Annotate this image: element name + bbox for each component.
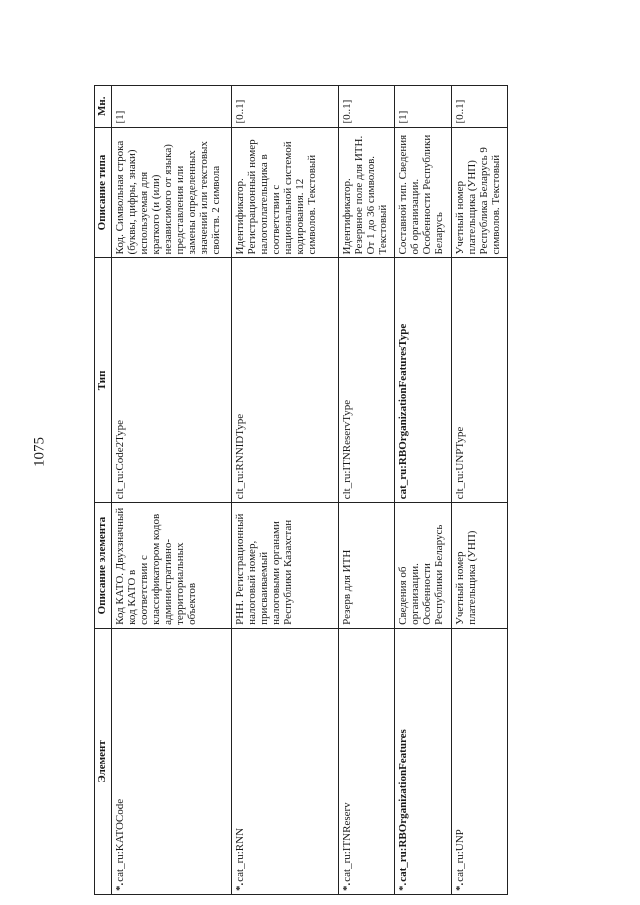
rotation-wrapper: [94, 85, 508, 895]
cell-element-desc: Резерв для ИТН: [339, 503, 395, 629]
cell-mn: [1]: [395, 86, 451, 128]
cell-element-desc: Сведения об организации. Особенности Республики Беларусь: [395, 503, 451, 629]
row-marker: *.: [453, 882, 466, 891]
cell-element: [451, 628, 507, 894]
cell-type-desc: Идентификатор. Регистрационный номер налогоплательщика в соответствии с национальной системой кодирования. 12 символов. Текстовый: [231, 127, 338, 258]
cell-type: clt_ru:ITNReservType: [339, 258, 395, 503]
cell-element: [112, 628, 232, 894]
element-name: cat_ru:KATOCode: [114, 798, 126, 882]
cell-element-desc: Код КАТО. Двухзначный код КАТО в соответствии с классификатором кодов административно-территориальных объектов: [112, 503, 232, 629]
element-name: cat_ru:UNP: [453, 829, 466, 882]
cell-element: [395, 628, 451, 894]
table-row: [339, 86, 395, 895]
header-type: Тип: [95, 258, 112, 503]
cell-element: [231, 628, 338, 894]
cell-mn: [0..1]: [451, 86, 507, 128]
rotated-table-sheet: [94, 85, 508, 895]
header-element-desc: Описание элемента: [95, 503, 112, 629]
cell-type: clt_ru:UNPType: [451, 258, 507, 503]
table-row: [395, 86, 451, 895]
table-row: [112, 86, 232, 895]
page-number: 1075: [31, 437, 48, 467]
header-type-desc: Описание типа: [95, 127, 112, 258]
row-marker: *.: [233, 882, 246, 891]
element-name: cat_ru:RNN: [233, 827, 246, 882]
element-table: [94, 85, 508, 895]
row-marker: *.: [397, 882, 410, 891]
header-element: Элемент: [95, 628, 112, 894]
cell-type-desc: Код. Символьная строка (буквы, цифры, знаки) используемая для краткого (и (или) независимого от языка) представления или замены определенных значений или текстовых свойств. 2 символа: [112, 127, 232, 258]
element-name: cat_ru:RBOrganizationFeatures: [397, 729, 410, 882]
table-row: [231, 86, 338, 895]
row-marker: *.: [114, 882, 126, 891]
cell-type: cat_ru:RBOrganizationFeaturesType: [395, 258, 451, 503]
table-header-row: [95, 86, 112, 895]
element-name: cat_ru:ITNReserv: [341, 802, 354, 882]
cell-type: clt_ru:Code2Type: [112, 258, 232, 503]
header-mn: Мн.: [95, 86, 112, 128]
cell-mn: [1]: [112, 86, 232, 128]
cell-mn: [0..1]: [231, 86, 338, 128]
cell-type-desc: Учетный номер плательщика (УНП) Республика Беларусь 9 символов. Текстовый: [451, 127, 507, 258]
cell-type-desc: Идентификатор. Резервное поле для ИТН. От 1 до 36 символов. Текстовый: [339, 127, 395, 258]
cell-type-desc: Составной тип. Сведения об организации. Особенности Республики Беларусь: [395, 127, 451, 258]
row-marker: *.: [341, 882, 354, 891]
cell-type: clt_ru:RNNIDType: [231, 258, 338, 503]
cell-mn: [0..1]: [339, 86, 395, 128]
cell-element: [339, 628, 395, 894]
table-row: [451, 86, 507, 895]
cell-element-desc: РНН. Регистрационный налоговый номер, присваиваемый налоговыми органами Республики Казахстан: [231, 503, 338, 629]
cell-element-desc: Учетный номер плательщика (УНП): [451, 503, 507, 629]
